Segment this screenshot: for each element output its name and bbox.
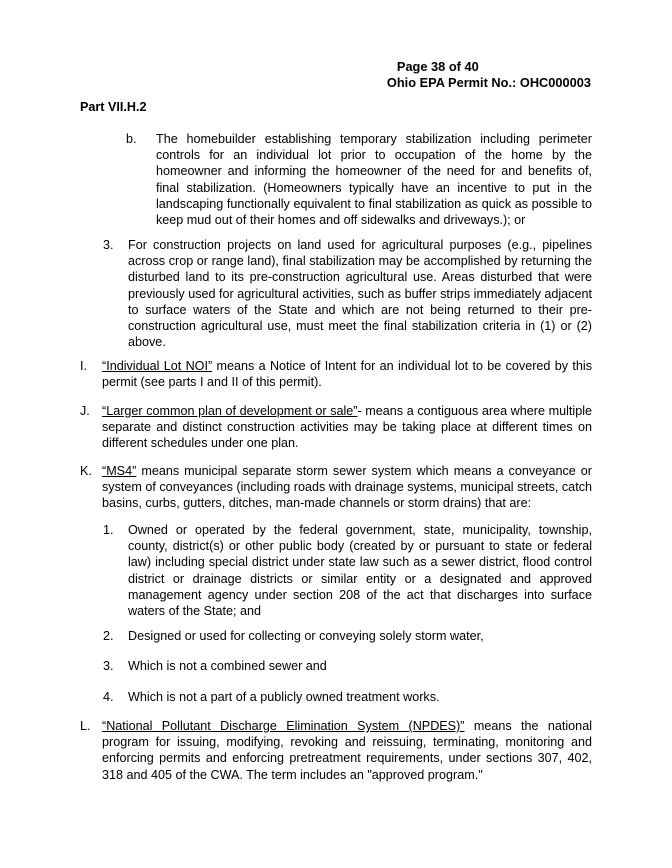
item-text: The homebuilder establishing temporary stabilization including perimeter controls for an individual lot prior to occupation of the home by the homeowner and informing the homeowner of the need for and benefits of, final stabilization. (Homeowners typically have an incentive to put in the landscaping functionally equivalent to final stabilization as quick as possible to keep mud out of their homes and off sidewalks and driveways.); or (156, 132, 592, 228)
list-item-k3 (103, 658, 592, 674)
definition-body (102, 358, 592, 390)
definition-text: means the national program for issuing, modifying, revoking and reissuing, terminating, monitoring and enforcing permits and enforcing pretreatment requirements, under sections 307, 402, 318 and 405 of the CWA. The term includes an "approved program." (102, 719, 592, 782)
item-text: Which is not a combined sewer and (128, 659, 327, 673)
defined-term: “Individual Lot NOI” (102, 359, 213, 373)
list-item-k2 (103, 628, 592, 644)
item-text: Owned or operated by the federal government, state, municipality, township, county, district(s) or other public body (created by or pursuant to state or federal law) including special district under state law such as a sewer district, flood control district or drainage districts or similar entity or a designated and approved management agency under section 208 of the act that discharges into surface waters of the State; and (128, 523, 592, 619)
page-header (386, 59, 591, 91)
definition-J (80, 403, 592, 452)
item-label: 1. (103, 523, 114, 537)
list-item-b (128, 131, 592, 228)
definition-text: means municipal separate storm sewer system which means a conveyance or system of conveyances (including roads with drainage systems, municipal streets, catch basins, curbs, gutters, ditches, man-made channels or storm drains) that are: (102, 464, 592, 511)
definition-body (102, 718, 592, 783)
item-label: b. (126, 132, 137, 146)
item-label: 3. (103, 238, 114, 252)
definition-body (102, 403, 592, 452)
item-text: For construction projects on land used for agricultural purposes (e.g., pipelines across crop or range land), final stabilization may be accomplished by returning the disturbed land to its pre-construction agricultural use. Areas disturbed that were previously used for agricultural activities, such as buffer strips immediately adjacent to surface waters of the State and which are not being returned to their pre-construction agricultural use, must meet the final stabilization criteria in (1) or (2) above. (128, 238, 592, 350)
item-text: Which is not a part of a publicly owned treatment works. (128, 690, 440, 704)
item-label: 3. (103, 659, 114, 673)
part-heading: Part VII.H.2 (80, 100, 147, 114)
definition-K (80, 463, 592, 512)
page-number: Page 38 of 40 (396, 59, 479, 74)
definition-text: - means a contiguous area where multiple separate and distinct construction activities may be taking place at different times on different schedules under one plan. (102, 404, 592, 451)
permit-number: Ohio EPA Permit No.: OHC000003 (386, 75, 591, 90)
defined-term: “Larger common plan of development or sale” (102, 404, 358, 418)
definition-text: means a Notice of Intent for an individual lot to be covered by this permit (see parts I and II of this permit). (102, 359, 592, 390)
item-label: J. (80, 404, 90, 418)
item-label: I. (80, 359, 87, 373)
item-label: 4. (103, 690, 114, 704)
item-label: L. (80, 719, 91, 733)
defined-term: “MS4” (102, 464, 137, 478)
definition-L (80, 718, 592, 783)
defined-term: “National Pollutant Discharge Elimination System (NPDES)” (102, 719, 465, 733)
item-label: K. (80, 464, 92, 478)
list-item-3 (103, 237, 592, 350)
definition-I (80, 358, 592, 390)
list-item-k4 (103, 689, 592, 705)
list-item-k1 (103, 522, 592, 619)
item-label: 2. (103, 629, 114, 643)
definition-body (102, 463, 592, 512)
item-text: Designed or used for collecting or conveying solely storm water, (128, 629, 484, 643)
